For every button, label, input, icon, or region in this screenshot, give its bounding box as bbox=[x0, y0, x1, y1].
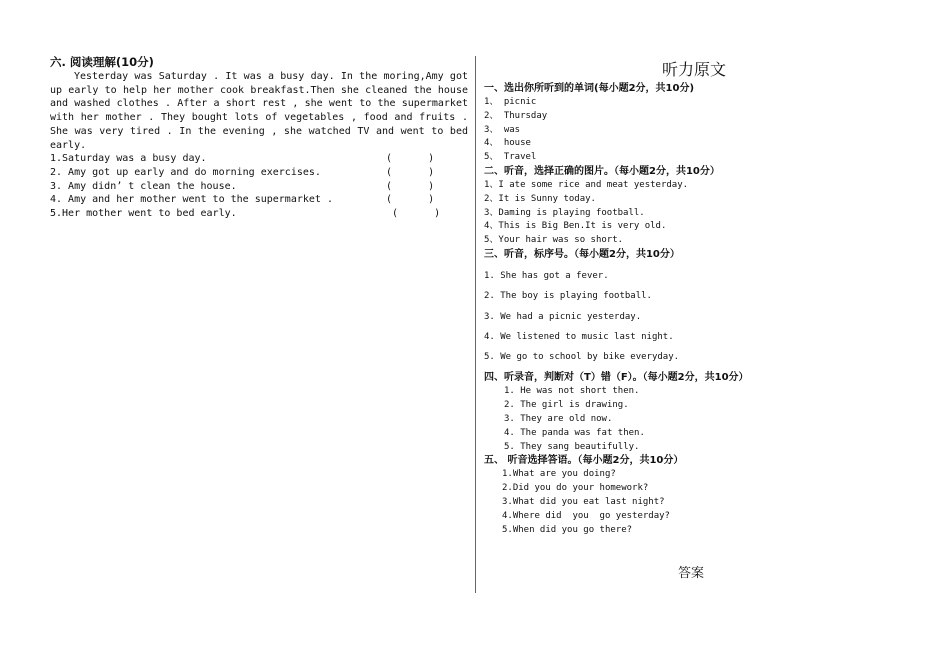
listening-script bbox=[484, 58, 914, 537]
script-item: 4、This is Big Ben.It is very old. bbox=[484, 221, 667, 232]
answer-blank: ( ) bbox=[386, 153, 435, 165]
script-item: 1、 picnic bbox=[484, 97, 537, 107]
script-item: 1、I ate some rice and meat yesterday. bbox=[484, 179, 689, 190]
question-3: 3. Amy didn’ t clean the house. ( ) bbox=[50, 180, 435, 192]
script-item: 5、 Travel bbox=[484, 152, 537, 163]
script-item: 3.What did you eat last night? bbox=[502, 497, 665, 508]
script-item: 2. The girl is drawing. bbox=[504, 400, 629, 411]
section-heading-3: 三、听音，标序号。（每小题2分，共10分） bbox=[484, 248, 680, 260]
script-item: 4. The panda was fat then. bbox=[504, 427, 645, 438]
script-item: 3. They are old now. bbox=[504, 414, 613, 425]
answer-blank: ( ) bbox=[386, 180, 435, 192]
script-item: 5. They sang beautifully. bbox=[504, 441, 640, 452]
script-item: 3、Daming is playing football. bbox=[484, 207, 645, 218]
reading-section bbox=[50, 55, 468, 221]
section-heading-2: 二、听音，选择正确的图片。（每小题2分，共10分） bbox=[484, 165, 720, 177]
script-item: 1. She has got a fever. bbox=[484, 270, 609, 281]
script-item: 3. We had a picnic yesterday. bbox=[484, 311, 642, 322]
script-item: 2、 Thursday bbox=[484, 110, 548, 121]
script-item: 2、It is Sunny today. bbox=[484, 193, 596, 204]
script-item: 4、 house bbox=[484, 138, 531, 149]
section-heading-1: 一、选出你所听到的单词(每小题2分，共10分) bbox=[484, 83, 695, 94]
script-item: 3、 was bbox=[484, 124, 521, 135]
reading-passage bbox=[50, 70, 468, 152]
section-heading-5: 五、 听音选择答语。（每小题2分，共10分） bbox=[484, 455, 684, 467]
reading-passage-text: Yesterday was Saturday . It was a busy day. In the moring,Amy got up early to help her mother cook breakfast.Then she cleaned the house and washed clothes . After a short rest , she went to the supermarket with her mother . They bought lots of vegetables , food and fruits . She was very tired . In the evening , she watched TV and went to bed early. bbox=[50, 71, 468, 151]
script-item: 1. He was not short then. bbox=[504, 386, 640, 397]
reading-title: 六. 阅读理解(10分) bbox=[50, 55, 154, 69]
script-item: 2.Did you do your homework? bbox=[502, 483, 649, 494]
answer-blank: ( ) bbox=[386, 194, 435, 206]
answer-blank: ( ) bbox=[392, 208, 441, 220]
answer-blank: ( ) bbox=[386, 166, 435, 178]
column-divider bbox=[475, 56, 476, 593]
answer-label: 答案 bbox=[678, 566, 705, 581]
script-item: 4. We listened to music last night. bbox=[484, 331, 674, 342]
question-2: 2. Amy got up early and do morning exercises. ( ) bbox=[50, 166, 435, 178]
script-item: 5、Your hair was so short. bbox=[484, 235, 624, 246]
question-1: 1.Saturday was a busy day. ( ) bbox=[50, 153, 435, 165]
script-item: 2. The boy is playing football. bbox=[484, 291, 652, 302]
script-item: 4.Where did you go yesterday? bbox=[502, 510, 670, 521]
script-item: 1.What are you doing? bbox=[502, 469, 616, 480]
section-heading-4: 四、听录音，判断对（T）错（F）。（每小题2分，共10分） bbox=[484, 372, 749, 384]
script-title: 听力原文 bbox=[661, 60, 726, 79]
question-4: 4. Amy and her mother went to the supermarket . ( ) bbox=[50, 194, 435, 206]
script-item: 5.When did you go there? bbox=[502, 524, 633, 535]
script-item: 5. We go to school by bike everyday. bbox=[484, 352, 680, 363]
question-5: 5.Her mother went to bed early. ( ) bbox=[50, 208, 441, 220]
